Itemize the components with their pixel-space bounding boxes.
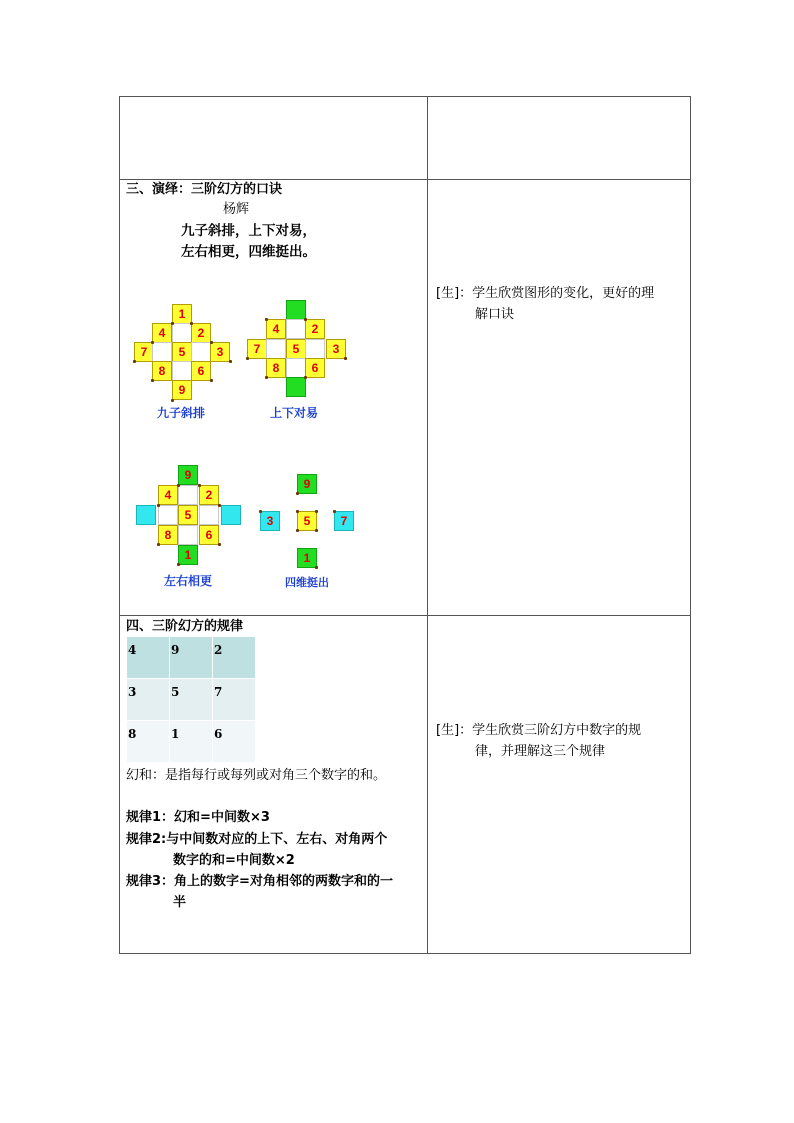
d1-square-blank-top bbox=[172, 323, 192, 343]
d3-square-cyan-left bbox=[136, 505, 156, 525]
d3-square-cyan-right bbox=[221, 505, 241, 525]
d2-square-7: 7 bbox=[247, 339, 267, 359]
section4-student-note-line2: 律，并理解这三个规律 bbox=[475, 744, 606, 759]
d2-square-6: 6 bbox=[305, 358, 325, 378]
table-cell: 8 bbox=[127, 721, 170, 763]
d1-square-7: 7 bbox=[134, 342, 154, 362]
section4-definition: 幻和：是指每行或每列或对角三个数字的和。 bbox=[126, 768, 387, 783]
d3-square-1: 1 bbox=[178, 545, 198, 565]
d1-square-2: 2 bbox=[191, 323, 211, 343]
d3-square-5: 5 bbox=[178, 505, 198, 525]
d1-square-9: 9 bbox=[172, 380, 192, 400]
d4-square-5: 5 bbox=[297, 511, 317, 531]
d4-square-7: 7 bbox=[334, 511, 354, 531]
d2-square-2: 2 bbox=[305, 319, 325, 339]
d4-square-1: 1 bbox=[297, 548, 317, 568]
d3-square-8: 8 bbox=[158, 525, 178, 545]
section3-author: 杨辉 bbox=[223, 202, 250, 217]
table-cell: 4 bbox=[127, 637, 170, 679]
section4-rule2-line1: 规律2:与中间数对应的上下、左右、对角两个 bbox=[126, 832, 388, 847]
d1-square-blank-bottom bbox=[172, 361, 192, 381]
section3-verse-line2: 左右相更，四维挺出。 bbox=[181, 244, 316, 260]
d3-square-blank-bottom bbox=[178, 525, 198, 545]
d3-square-blank-top bbox=[178, 485, 198, 505]
table-cell: 9 bbox=[170, 637, 213, 679]
d1-square-blank-right bbox=[191, 342, 211, 362]
section4-rule1: 规律1：幻和=中间数×3 bbox=[126, 810, 270, 825]
section4-heading: 四、三阶幻方的规律 bbox=[126, 619, 244, 634]
table-cell-mid-right bbox=[427, 179, 691, 616]
caption-nine-diagonal: 九子斜排 bbox=[157, 406, 206, 420]
d3-square-blank-right bbox=[199, 505, 219, 525]
section3-heading: 三、演绎：三阶幻方的口诀 bbox=[126, 182, 283, 197]
d3-square-9: 9 bbox=[178, 465, 198, 485]
table-cell: 7 bbox=[213, 679, 256, 721]
table-row bbox=[127, 721, 256, 763]
table-cell-top-left bbox=[119, 96, 428, 180]
d2-square-green-top bbox=[286, 300, 306, 320]
d1-square-3: 3 bbox=[210, 342, 230, 362]
d2-square-8: 8 bbox=[266, 358, 286, 378]
d3-square-6: 6 bbox=[199, 525, 219, 545]
d2-square-blank-top bbox=[286, 319, 306, 339]
magic-square-table bbox=[126, 636, 256, 763]
caption-four-corners-out: 四维挺出 bbox=[285, 576, 329, 589]
d2-square-blank-right bbox=[305, 339, 325, 359]
table-cell: 3 bbox=[127, 679, 170, 721]
table-cell: 5 bbox=[170, 679, 213, 721]
d1-square-8: 8 bbox=[152, 361, 172, 381]
d3-square-2: 2 bbox=[199, 485, 219, 505]
d4-square-3: 3 bbox=[260, 511, 280, 531]
d2-square-4: 4 bbox=[266, 319, 286, 339]
caption-swap-left-right: 左右相更 bbox=[164, 574, 213, 588]
d2-square-green-bottom bbox=[286, 377, 306, 397]
d1-square-blank-left bbox=[152, 342, 172, 362]
d1-square-4: 4 bbox=[152, 323, 172, 343]
section4-rule2-line2: 数字的和=中间数×2 bbox=[173, 853, 295, 868]
section3-student-note-line1: [生]：学生欣赏图形的变化，更好的理 bbox=[436, 286, 655, 301]
section4-rule3-line2: 半 bbox=[173, 895, 187, 910]
table-cell-top-right bbox=[427, 96, 691, 180]
table-cell: 1 bbox=[170, 721, 213, 763]
d2-square-3: 3 bbox=[326, 339, 346, 359]
section4-student-note-line1: [生]：学生欣赏三阶幻方中数字的规 bbox=[436, 723, 642, 738]
section3-student-note-line2: 解口诀 bbox=[475, 307, 515, 322]
section4-rule3-line1: 规律3：角上的数字=对角相邻的两数字和的一 bbox=[126, 874, 393, 889]
d2-square-blank-bottom bbox=[286, 358, 306, 378]
d3-square-blank-left bbox=[158, 505, 178, 525]
table-cell-bottom-right bbox=[427, 615, 691, 954]
caption-swap-top-bottom: 上下对易 bbox=[270, 406, 319, 420]
d1-square-1: 1 bbox=[172, 304, 192, 324]
table-cell: 2 bbox=[213, 637, 256, 679]
d2-square-5: 5 bbox=[286, 339, 306, 359]
d3-square-4: 4 bbox=[158, 485, 178, 505]
table-row bbox=[127, 679, 256, 721]
d4-square-9: 9 bbox=[297, 474, 317, 494]
table-cell: 6 bbox=[213, 721, 256, 763]
d1-square-6: 6 bbox=[191, 361, 211, 381]
table-row bbox=[127, 637, 256, 679]
d1-square-5: 5 bbox=[172, 342, 192, 362]
section3-verse-line1: 九子斜排，上下对易， bbox=[181, 223, 316, 239]
d2-square-blank-left bbox=[266, 339, 286, 359]
